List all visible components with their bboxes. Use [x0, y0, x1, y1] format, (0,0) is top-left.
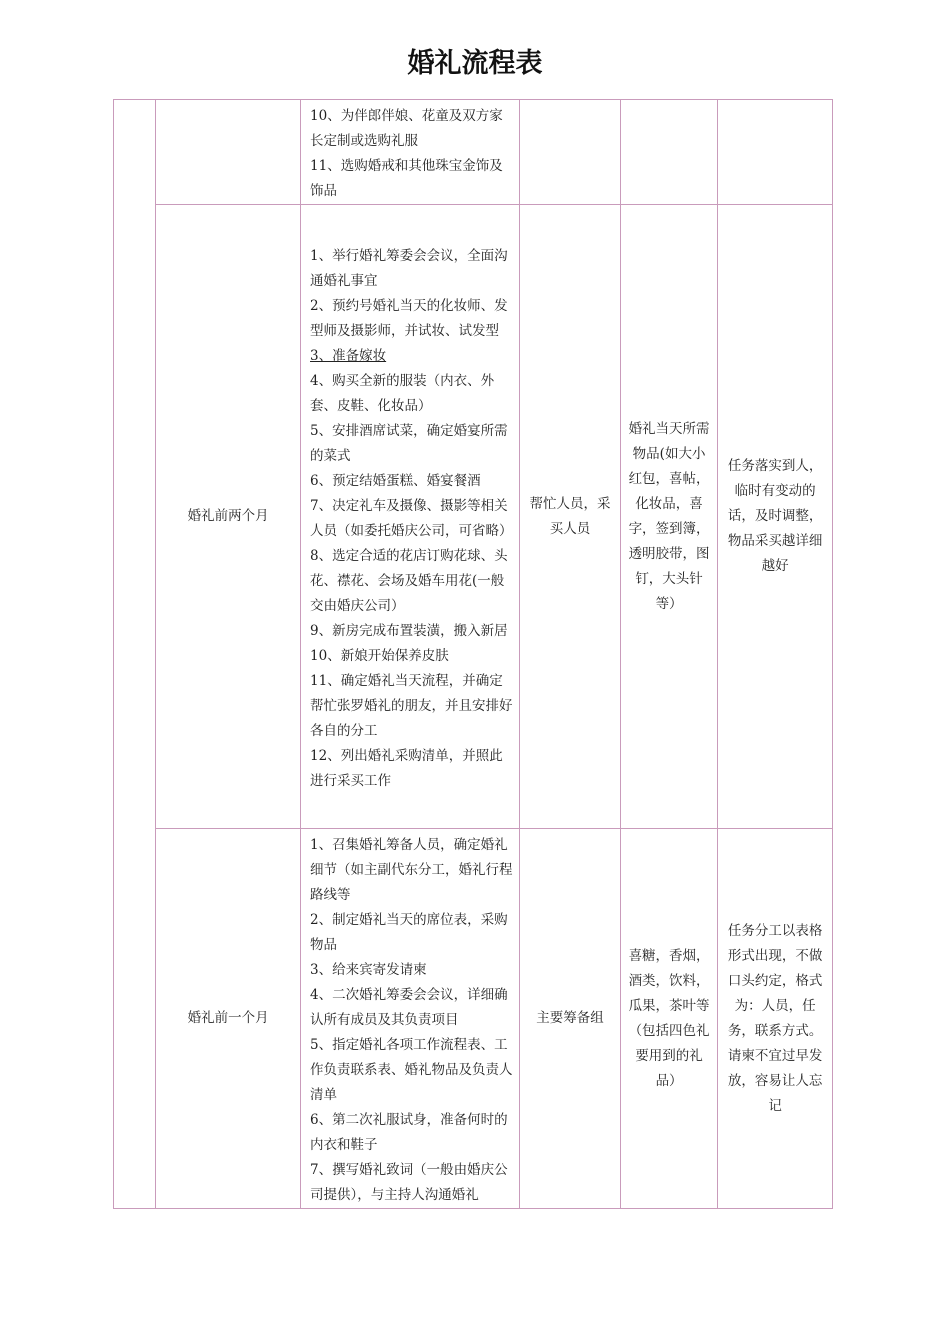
task-item: 12、列出婚礼采购清单，并照此进行采买工作 [310, 747, 503, 789]
people-cell [520, 100, 621, 205]
tasks-cell [301, 829, 520, 1209]
task-item [310, 344, 515, 369]
items-cell: 喜糖，香烟，酒类，饮料，瓜果，茶叶等（包括四色礼要用到的礼品） [620, 829, 718, 1209]
tasks-cell [301, 205, 520, 829]
task-item: 11、选购婚戒和其他珠宝金饰及饰品 [310, 158, 503, 199]
tasks-cell [301, 100, 520, 205]
notes-cell: 任务分工以表格形式出现，不做口头约定，格式为：人员，任务，联系方式。请柬不宜过早发放，容易让人忘记 [718, 829, 833, 1209]
table-row [114, 829, 833, 1209]
notes-cell: 任务落实到人，临时有变动的话，及时调整，物品采买越详细越好 [718, 205, 833, 829]
task-item: 2、预约号婚礼当天的化妆师、发型师及摄影师，并试妆、试发型 [310, 297, 508, 339]
items-cell [620, 100, 718, 205]
task-item: 9、新房完成布置装潢，搬入新居 [310, 622, 508, 639]
page-title: 婚礼流程表 [407, 48, 543, 79]
task-item: 5、安排酒席试菜，确定婚宴所需的菜式 [310, 422, 508, 464]
task-item: 11、确定婚礼当天流程，并确定帮忙张罗婚礼的朋友，并且安排好各自的分工 [310, 672, 513, 739]
task-item: 6、预定结婚蛋糕、婚宴餐酒 [310, 472, 481, 489]
items-cell: 婚礼当天所需物品(如大小红包，喜帖，化妆品，喜字，签到簿，透明胶带，图钉，大头针等） [620, 205, 718, 829]
wedding-plan-table [113, 99, 833, 1209]
period-cell: 婚礼前两个月 [156, 205, 301, 829]
task-item: 5、指定婚礼各项工作流程表、工作负责联系表、婚礼物品及负责人清单 [310, 1037, 513, 1103]
period-cell: 婚礼前一个月 [156, 829, 301, 1209]
task-item: 7、决定礼车及摄像、摄影等相关人员（如委托婚庆公司，可省略） [310, 497, 513, 539]
task-item: 10、为伴郎伴娘、花童及双方家长定制或选购礼服 [310, 108, 503, 149]
notes-cell [718, 100, 833, 205]
blank-column-cell [114, 100, 156, 1209]
table-row [114, 205, 833, 829]
table-row [114, 100, 833, 205]
people-cell: 主要筹备组 [520, 829, 621, 1209]
task-item: 10、新娘开始保养皮肤 [310, 647, 449, 664]
task-item: 4、二次婚礼筹委会会议，详细确认所有成员及其负责项目 [310, 987, 508, 1028]
task-item: 1、召集婚礼筹备人员，确定婚礼细节（如主副代东分工，婚礼行程路线等 [310, 837, 513, 903]
task-item: 2、制定婚礼当天的席位表，采购物品 [310, 912, 508, 953]
period-cell [156, 100, 301, 205]
task-item-underlined-text: 3、准备嫁妆 [310, 347, 387, 364]
task-item: 1、举行婚礼筹委会会议，全面沟通婚礼事宜 [310, 247, 508, 289]
task-item: 6、第二次礼服试身，准备何时的内衣和鞋子 [310, 1112, 508, 1153]
task-item: 3、给来宾寄发请柬 [310, 962, 427, 978]
people-cell: 帮忙人员，采买人员 [520, 205, 621, 829]
task-item: 4、购买全新的服装（内衣、外套、皮鞋、化妆品） [310, 372, 495, 414]
task-item: 7、撰写婚礼致词（一般由婚庆公司提供），与主持人沟通婚礼 [310, 1162, 508, 1203]
task-item: 8、选定合适的花店订购花球、头花、襟花、会场及婚车用花(一般交由婚庆公司） [310, 547, 508, 614]
